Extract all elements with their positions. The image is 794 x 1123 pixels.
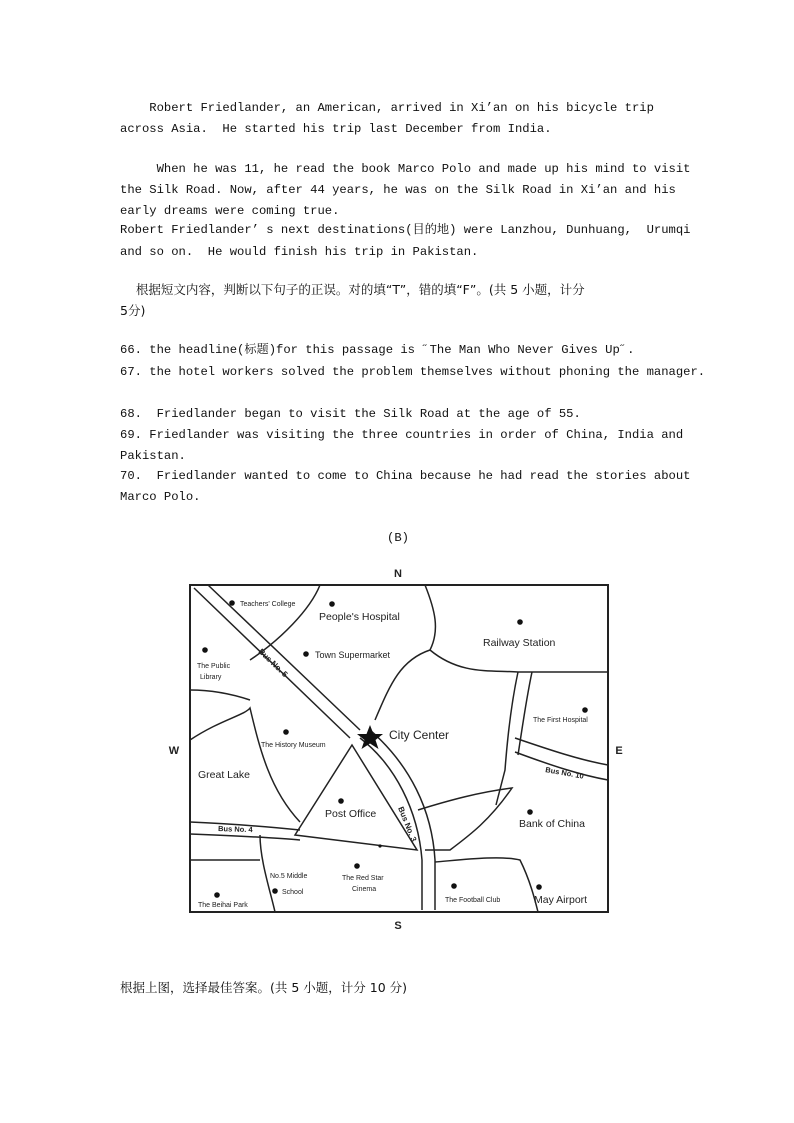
supermarket-boundary [375, 650, 430, 720]
question-68: 68. Friedlander began to visit the Silk Road at the age of 55. [120, 407, 581, 421]
label-bus4: Bus No. 4 [217, 824, 253, 835]
bus4-road-edge-b [190, 834, 300, 840]
label-peoples-hospital: People's Hospital [319, 611, 400, 623]
bus10-road-edge-a [515, 738, 608, 765]
label-post-office: Post Office [325, 808, 377, 820]
city-map [160, 560, 630, 940]
compass-e: E [615, 745, 623, 757]
question-69-cont: Pakistan. [120, 449, 186, 463]
label-beihai-park: The Beihai Park [198, 902, 248, 909]
map-instruction: 根据上图，选择最佳答案。(共 5 小题，计分 10 分) [120, 980, 408, 995]
beihai-park-dot [214, 892, 220, 898]
label-first-hospital: The First Hospital [533, 717, 588, 724]
history-museum-dot [283, 729, 289, 735]
question-66: 66. the headline(标题)for this passage is ˝The Man Who Never Gives Up˝. [120, 343, 635, 357]
post-office-small-dot [378, 844, 381, 847]
bank-of-china-dot [527, 809, 533, 815]
label-railway-station: Railway Station [483, 637, 556, 649]
passage-line-7: and so on. He would finish his trip in Pakistan. [120, 245, 479, 259]
compass-n: N [394, 568, 402, 580]
post-office-dot [338, 798, 344, 804]
city-center-star-icon [357, 725, 383, 749]
compass-s: S [394, 920, 402, 932]
label-middle-school-2: School [282, 889, 304, 896]
peoples-hospital-dot [329, 601, 335, 607]
tf-instruction-cont: 5分) [120, 303, 146, 318]
label-history-museum: The History Museum [261, 742, 326, 749]
lake-boundary [190, 708, 300, 822]
railway-boundary [430, 650, 608, 672]
label-bus5: Bus No. 5 [256, 646, 290, 680]
public-library-dot [202, 647, 208, 653]
passage-line-5: early dreams were coming true. [120, 204, 340, 218]
label-middle-school-1: No.5 Middle [270, 873, 308, 880]
red-star-cinema-dot [354, 863, 360, 869]
label-public-library-2: Library [200, 674, 222, 681]
section-label: (B) [387, 531, 409, 545]
label-bus3: Bus No. 3 [396, 805, 419, 843]
library-boundary [190, 690, 250, 700]
first-hospital-dot [582, 707, 588, 713]
label-red-star-2: Cinema [352, 886, 377, 893]
teachers-college-dot [229, 600, 235, 606]
compass-w: W [168, 745, 180, 757]
label-public-library-1: The Public [197, 663, 231, 670]
passage-line-2: across Asia. He started his trip last December from India. [120, 122, 552, 136]
town-supermarket-dot [303, 651, 309, 657]
passage-line-3: When he was 11, he read the book Marco Polo and made up his mind to visit [120, 162, 691, 176]
passage-line-4: the Silk Road. Now, after 44 years, he was on the Silk Road in Xi’an and his [120, 183, 676, 197]
label-bank-of-china: Bank of China [519, 818, 585, 830]
middle-school-dot [272, 888, 278, 894]
question-70: 70. Friedlander wanted to come to China because he had read the stories about [120, 469, 691, 483]
question-70-cont: Marco Polo. [120, 490, 201, 504]
label-bus10: Bus No. 10 [544, 765, 585, 781]
railway-west-boundary [425, 585, 435, 650]
railway-station-dot [517, 619, 523, 625]
football-club-dot [451, 883, 457, 889]
east-road-edge-a [496, 672, 518, 805]
label-town-supermarket: Town Supermarket [315, 650, 391, 660]
label-city-center: City Center [389, 728, 450, 742]
label-red-star-1: The Red Star [342, 875, 384, 882]
label-teachers-college: Teachers' College [240, 601, 296, 608]
label-great-lake: Great Lake [198, 769, 250, 781]
passage-line-6: Robert Friedlander’ s next destinations(目的地) were Lanzhou, Dunhuang, Urumqi [120, 223, 691, 237]
passage-line-1: Robert Friedlander, an American, arrived in Xi’an on his bicycle trip [120, 101, 654, 115]
may-airport-dot [536, 884, 542, 890]
label-football-club: The Football Club [445, 897, 501, 904]
question-67: 67. the hotel workers solved the problem themselves without phoning the manager. [120, 365, 706, 379]
tf-instruction: 根据短文内容，判断以下句子的正误。对的填“T”，错的填“F”。(共 5 小题，计分 [120, 282, 585, 297]
label-may-airport: May Airport [534, 894, 588, 906]
question-69: 69. Friedlander was visiting the three countries in order of China, India and [120, 428, 684, 442]
